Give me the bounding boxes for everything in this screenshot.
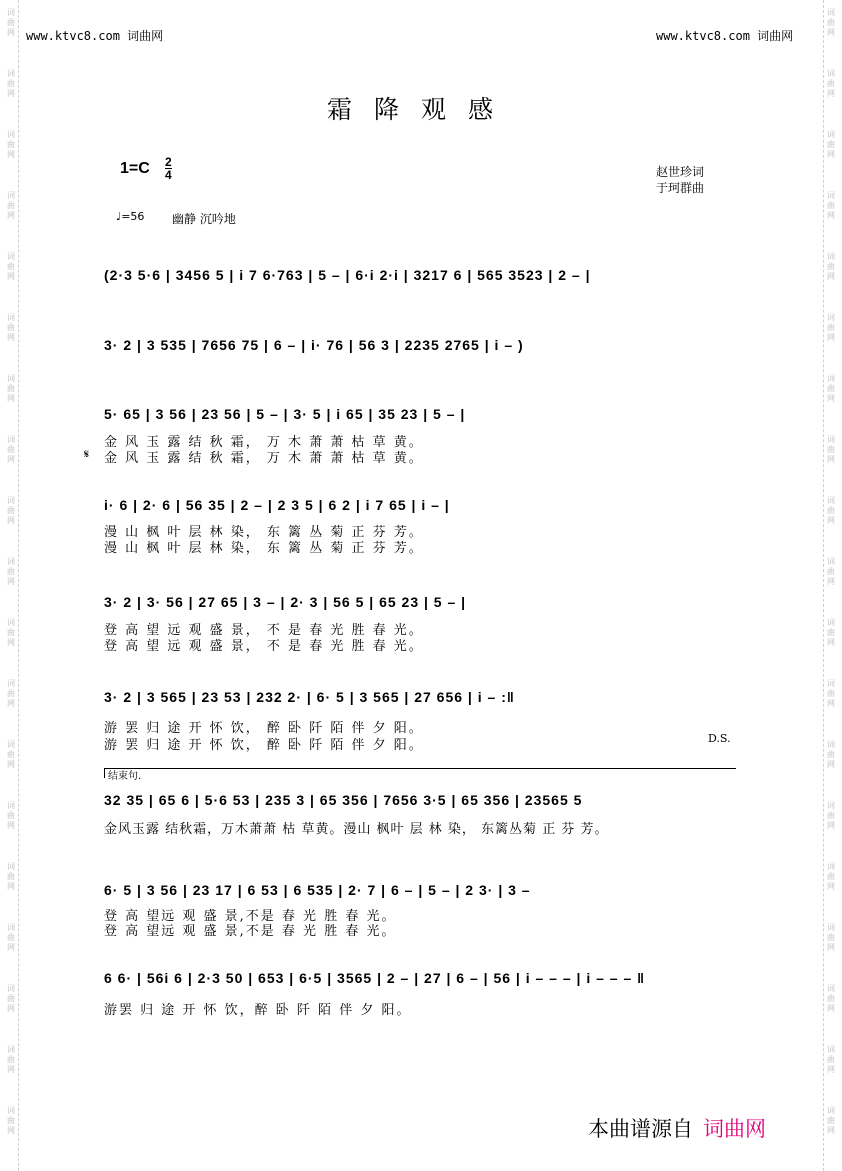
margin-watermark: 词 曲 网 bbox=[7, 69, 15, 98]
lyric-line: 登 高 望远 观 盛 景,不是 春 光 胜 春 光。 bbox=[104, 924, 397, 939]
margin-watermark: 词 曲 网 bbox=[7, 435, 15, 464]
notation-line: i· 6 | 2· 6 | 56 35 | 2 – | 2 3 5 | 6 2 | i 7 65 | i – | bbox=[104, 497, 450, 513]
margin-watermark: 词 曲 网 bbox=[827, 191, 835, 220]
margin-watermark: 词 曲 网 bbox=[827, 1045, 835, 1074]
margin-watermark: 词 曲 网 bbox=[827, 984, 835, 1013]
ending-label: 结束句. bbox=[108, 771, 142, 782]
lyric-line: 登 高 望 远 观 盛 景， 不 是 春 光 胜 春 光。 bbox=[104, 639, 424, 654]
lyric-line: 金 风 玉 露 结 秋 霜， 万 木 萧 萧 枯 草 黄。 bbox=[104, 451, 424, 466]
notation-system-4 bbox=[104, 493, 740, 523]
lyric-line: 登 高 望远 观 盛 景,不是 春 光 胜 春 光。 bbox=[104, 909, 397, 924]
notation-line: 6· 5 | 3 56 | 23 17 | 6 53 | 6 535 | 2· 7 | 6 – | 5 – | 2 3· | 3 – bbox=[104, 882, 531, 898]
key-signature: 1=C bbox=[120, 160, 150, 177]
notation-system-5 bbox=[104, 590, 740, 620]
notation-system-3 bbox=[104, 402, 740, 432]
lyricist-credit: 赵世珍词 bbox=[656, 165, 705, 179]
margin-watermark: 词 曲 网 bbox=[827, 313, 835, 342]
margin-watermark: 词 曲 网 bbox=[7, 923, 15, 952]
margin-watermark: 词 曲 网 bbox=[827, 8, 835, 37]
margin-watermark: 词 曲 网 bbox=[7, 496, 15, 525]
margin-watermark: 词 曲 网 bbox=[7, 8, 15, 37]
right-watermark-strip bbox=[823, 0, 838, 1171]
notation-line: (2·3 5·6 | 3456 5 | i 7 6·763 | 5 – | 6·i 2·i | 3217 6 | 565 3523 | 2 – | bbox=[104, 267, 591, 283]
notation-line: 3· 2 | 3 565 | 23 53 | 232 2· | 6· 5 | 3 565 | 27 656 | i – :‖ bbox=[104, 689, 515, 705]
margin-watermark: 词 曲 网 bbox=[7, 801, 15, 830]
segno-sign: 𝄋 bbox=[84, 447, 90, 461]
time-signature-top: 2 bbox=[165, 155, 172, 169]
margin-watermark: 词 曲 网 bbox=[827, 618, 835, 647]
notation-line: 5· 65 | 3 56 | 23 56 | 5 – | 3· 5 | i 65 | 35 23 | 5 – | bbox=[104, 406, 466, 422]
notation-system-2 bbox=[104, 333, 740, 363]
margin-watermark: 词 曲 网 bbox=[7, 191, 15, 220]
notation-system-7 bbox=[104, 788, 740, 818]
margin-watermark: 词 曲 网 bbox=[827, 496, 835, 525]
lyric-line: 漫 山 枫 叶 层 林 染， 东 篱 丛 菊 正 芬 芳。 bbox=[104, 525, 424, 540]
notation-system-6 bbox=[104, 685, 740, 715]
margin-watermark: 词 曲 网 bbox=[7, 313, 15, 342]
lyric-line: 游罢 归 途 开 怀 饮，醉 卧 阡 陌 伴 夕 阳。 bbox=[104, 1003, 412, 1018]
margin-watermark: 词 曲 网 bbox=[7, 252, 15, 281]
ds-mark: D.S. bbox=[708, 732, 731, 745]
margin-watermark: 词 曲 网 bbox=[7, 679, 15, 708]
song-title: 霜降观感 bbox=[326, 95, 515, 124]
ending-bracket-tick bbox=[104, 768, 105, 778]
margin-watermark: 词 曲 网 bbox=[7, 374, 15, 403]
notation-line: 6 6· | 56i 6 | 2·3 50 | 653 | 6·5 | 3565 | 2 – | 27 | 6 – | 56 | i – – – | i – – – ‖ bbox=[104, 970, 646, 986]
margin-watermark: 词 曲 网 bbox=[827, 740, 835, 769]
notation-system-9 bbox=[104, 966, 740, 996]
margin-watermark: 词 曲 网 bbox=[827, 923, 835, 952]
footer-prefix: 本曲谱源自 bbox=[588, 1117, 693, 1141]
margin-watermark: 词 曲 网 bbox=[827, 801, 835, 830]
expression-marking: 幽静 沉吟地 bbox=[172, 212, 236, 226]
margin-watermark: 词 曲 网 bbox=[827, 130, 835, 159]
margin-watermark: 词 曲 网 bbox=[827, 1106, 835, 1135]
margin-watermark: 词 曲 网 bbox=[7, 984, 15, 1013]
margin-watermark: 词 曲 网 bbox=[7, 557, 15, 586]
margin-watermark: 词 曲 网 bbox=[827, 374, 835, 403]
lyric-line: 游 罢 归 途 开 怀 饮， 醉 卧 阡 陌 伴 夕 阳。 bbox=[104, 721, 424, 736]
notation-line: 3· 2 | 3 535 | 7656 75 | 6 – | i· 76 | 56 3 | 2235 2765 | i – ) bbox=[104, 337, 524, 353]
lyric-line: 漫 山 枫 叶 层 林 染， 东 篱 丛 菊 正 芬 芳。 bbox=[104, 541, 424, 556]
margin-watermark: 词 曲 网 bbox=[827, 435, 835, 464]
margin-watermark: 词 曲 网 bbox=[827, 252, 835, 281]
ending-bracket bbox=[104, 768, 736, 769]
tempo-marking: ♩=56 bbox=[116, 210, 145, 223]
margin-watermark: 词 曲 网 bbox=[7, 1106, 15, 1135]
margin-watermark: 词 曲 网 bbox=[7, 740, 15, 769]
lyric-line: 金风玉露 结秋霜，万木萧萧 枯 草黄。漫山 枫叶 层 林 染， 东篱丛菊 正 芬 芳。 bbox=[104, 822, 609, 837]
notation-line: 32 35 | 65 6 | 5·6 53 | 235 3 | 65 356 | 7656 3·5 | 65 356 | 23565 5 bbox=[104, 792, 583, 808]
lyric-line: 登 高 望 远 观 盛 景， 不 是 春 光 胜 春 光。 bbox=[104, 623, 424, 638]
source-footer bbox=[588, 1113, 766, 1143]
time-signature-bottom: 4 bbox=[165, 168, 172, 182]
margin-watermark: 词 曲 网 bbox=[7, 130, 15, 159]
composer-credit: 于珂群曲 bbox=[656, 181, 705, 195]
footer-brand: 词曲网 bbox=[703, 1117, 766, 1141]
site-header-left: www.ktvc8.com 词曲网 bbox=[26, 29, 164, 43]
notation-system-1 bbox=[104, 263, 740, 293]
site-header-right: www.ktvc8.com 词曲网 bbox=[656, 29, 794, 43]
margin-watermark: 词 曲 网 bbox=[827, 862, 835, 891]
margin-watermark: 词 曲 网 bbox=[827, 69, 835, 98]
margin-watermark: 词 曲 网 bbox=[7, 618, 15, 647]
notation-system-8 bbox=[104, 878, 740, 908]
margin-watermark: 词 曲 网 bbox=[827, 557, 835, 586]
notation-line: 3· 2 | 3· 56 | 27 65 | 3 – | 2· 3 | 56 5 | 65 23 | 5 – | bbox=[104, 594, 467, 610]
margin-watermark: 词 曲 网 bbox=[7, 1045, 15, 1074]
lyric-line: 金 风 玉 露 结 秋 霜， 万 木 萧 萧 枯 草 黄。 bbox=[104, 435, 424, 450]
margin-watermark: 词 曲 网 bbox=[827, 679, 835, 708]
left-watermark-strip bbox=[4, 0, 19, 1171]
lyric-line: 游 罢 归 途 开 怀 饮， 醉 卧 阡 陌 伴 夕 阳。 bbox=[104, 738, 424, 753]
margin-watermark: 词 曲 网 bbox=[7, 862, 15, 891]
time-signature bbox=[165, 156, 172, 181]
